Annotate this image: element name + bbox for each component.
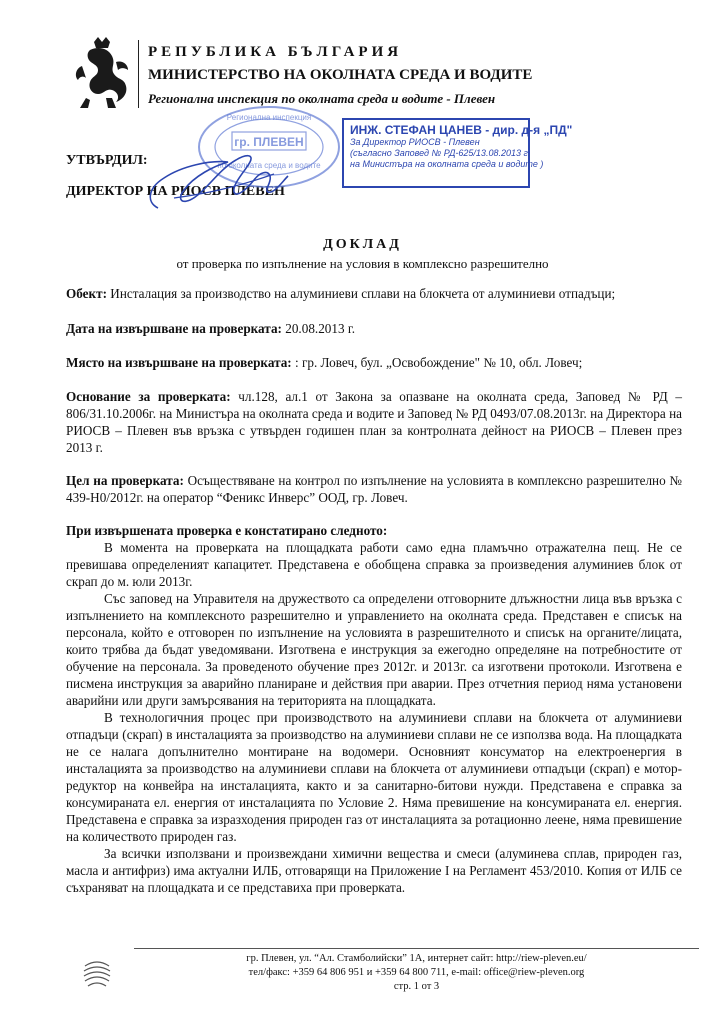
field-date [66, 320, 682, 337]
findings-heading: При извършената проверка е констатирано следното: [66, 523, 388, 538]
svg-text:по околната среда и водите: по околната среда и водите [217, 161, 321, 170]
svg-text:гр. ПЛЕВЕН: гр. ПЛЕВЕН [234, 135, 304, 149]
approved-label: УТВЪРДИЛ: [66, 153, 148, 168]
riosv-logo-icon [80, 956, 114, 990]
header-divider [138, 40, 139, 108]
field-place [66, 354, 682, 371]
stamp-line-2: (съгласно Заповед № РД-625/13.08.2013 г. [350, 148, 531, 158]
header-inspectorate: Регионална инспекция по околната среда и водите - Плевен [148, 91, 496, 106]
findings-paragraph: За всички използвани и произвеждани химични вещества и смеси (алуминева сплав, природен газ, масла и антифриз) има актуални ИЛБ, отговарящи на Приложение I на Регламент 453/2010. Копия от ИЛБ се съхраняват на площадката и се представиха при проверката. [66, 846, 682, 895]
handwritten-signature [134, 128, 309, 220]
stamp-line-1: За Директор РИОСВ - Плевен [350, 137, 480, 147]
director-stamp [342, 118, 573, 188]
footer-contacts: тел/факс: +359 64 806 951 и +359 64 800 711, e-mail: office@riew-pleven.org [248, 967, 585, 978]
basis-label: Основание за проверката: [66, 389, 231, 404]
footer-page-number: стр. 1 от 3 [393, 981, 440, 992]
place-label: Място на извършване на проверката: [66, 355, 292, 370]
field-basis [66, 388, 682, 456]
findings-paragraph: Със заповед на Управителя на дружеството са определени отговорните длъжностни лица във връзка с изпълнението на комплексното разрешително и управлението на околната среда. Представен е списък на персонала, който е отговорен по изпълнение на условията в разрешителното и списък на органите/лицата, които трябва да бъдат уведомявани. Изготвена е инструкция за ежегодно определяне на потребностите от обучение на персонала. За проведеното обучение през 2012г. и 2013г. са изготвени протоколи. Изготвена е писмена инструкция за аварийно планиране и действия при аварии. През отчетния период няма установени аварийни или други замърсявания на територията на площадката. [66, 591, 682, 708]
header-republic: РЕПУБЛИКА БЪЛГАРИЯ [148, 44, 403, 60]
findings-section [66, 522, 682, 896]
director-label: ДИРЕКТОР НА РИОСВ ПЛЕВЕН [66, 184, 285, 199]
header-ministry: МИНИСТЕРСТВО НА ОКОЛНАТА СРЕДА И ВОДИТЕ [148, 67, 533, 83]
svg-text:Регионална инспекция: Регионална инспекция [226, 113, 312, 122]
field-goal [66, 472, 682, 506]
document-subtitle: от проверка по изпълнение на условия в комплексно разрешително [176, 256, 549, 271]
findings-paragraph: В момента на проверката на площадката работи само една пламъчно отражателна пещ. Не се превишава определеният капацитет. Представена е обобщена справка за произведения алуминиев блок от скрап до м. юли 2013г. [66, 540, 682, 589]
lion-coat-of-arms-icon [72, 36, 134, 112]
footer-divider [134, 948, 699, 949]
date-value: 20.08.2013 г. [281, 321, 356, 336]
goal-label: Цел на проверката: [66, 473, 184, 488]
stamp-name: ИНЖ. СТЕФАН ЦАНЕВ - дир. д-я „ПД" [350, 123, 573, 137]
footer-address: гр. Плевен, ул. “Ал. Стамболийски” 1А, интернет сайт: http://riew-pleven.eu/ [246, 953, 587, 964]
field-object [66, 285, 682, 302]
stamp-line-3: на Министъра на околната среда и водите ) [350, 159, 544, 169]
basis-value: чл.128, ал.1 от Закона за опазване на околната среда, Заповед № РД – 806/31.10.2006г. на Министъра на околната среда и водите и Заповед № РД 0493/07.08.2013г. на Директора на РИОСВ – Плевен във връзка с утвърден годишен план за контролната дейност на РИОСВ – Плевен през 2013 г. [66, 389, 682, 455]
object-value: Инсталация за производство на алуминиеви сплави на блокчета от алуминиеви отпадъци; [107, 286, 616, 301]
object-label: Обект: [66, 286, 107, 301]
date-label: Дата на извършване на проверката: [66, 321, 282, 336]
findings-paragraph: В технологичния процес при производството на алуминиеви сплави на блокчета от алуминиеви отпадъци (скрап) в инсталацията за производство на алуминиеви сплави не се използва вода. На площадката не се налага допълнително монтиране на водомери. Основният консуматор на електроенергия в инсталацията за производство на алуминиеви сплави на блокчета от алуминиеви отпадъци (скрап) е мотор-редуктор на конвейра на инсталацията, както и за санитарно-битови нужди. Представена е справка за консумираната ел. енергия от инсталацията по Условие 2. Няма превишение на консумираната ел. енергия. Представена е справка за изразходения природен газ от инсталацията за ротационно леене, няма превишение на количеството природен газ. [66, 710, 682, 844]
document-title: ДОКЛАД [323, 237, 402, 252]
place-value: : гр. Ловеч, бул. „Освобождение" № 10, обл. Ловеч; [291, 355, 583, 370]
goal-value: Осъществяване на контрол по изпълнение на условията в комплексно разрешително № 439-Н0/2012г. на оператор “Феникс Инверс” ООД, гр. Ловеч. [66, 473, 682, 505]
